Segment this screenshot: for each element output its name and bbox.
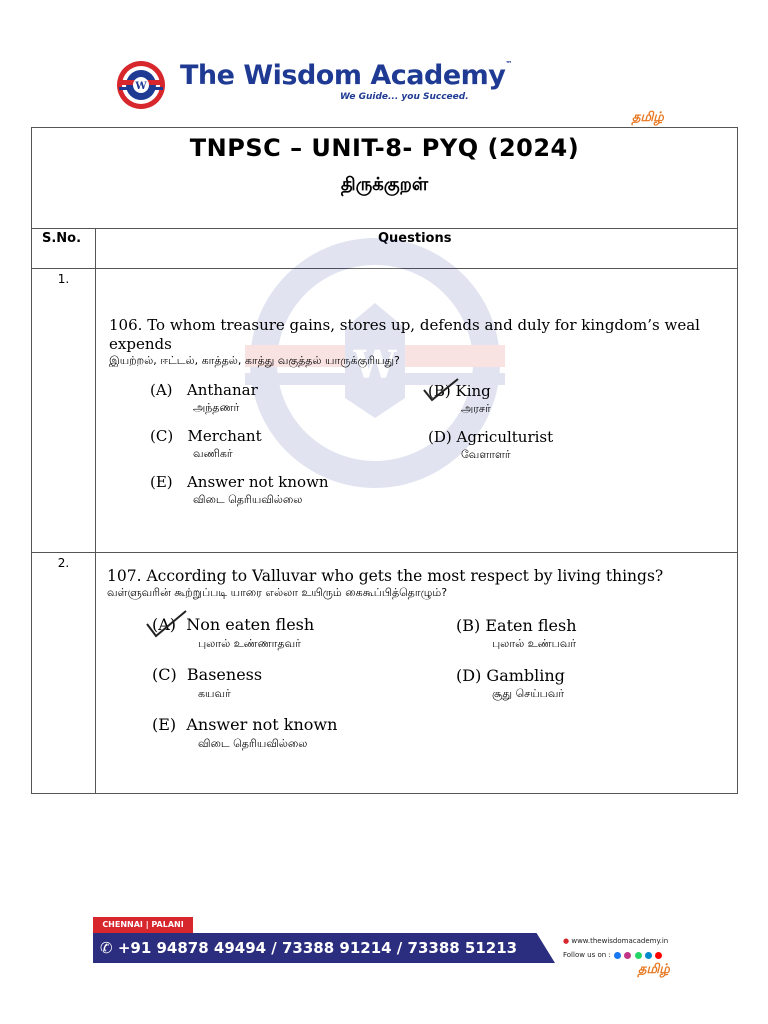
option-d: (D) Gambling <box>456 666 565 685</box>
option-c-tamil: வணிகர் <box>193 447 233 460</box>
facebook-icon[interactable] <box>614 952 621 959</box>
question-106 <box>109 316 719 369</box>
tamil-mark-bottom: தமிழ் <box>638 962 670 977</box>
option-a: (A) Non eaten flesh <box>152 615 315 634</box>
option-a-tamil: அந்தணர் <box>193 401 240 414</box>
question-number: 106. <box>109 316 143 334</box>
page-subtitle: திருக்குறள் <box>340 174 429 195</box>
option-e: (E) Answer not known <box>152 715 338 734</box>
checkmark-icon <box>144 608 190 640</box>
option-a-tamil: புலால் உண்ணாதவர் <box>198 637 301 650</box>
divider <box>32 552 737 553</box>
brand-tagline: We Guide... you Succeed. <box>340 92 469 102</box>
option-b-tamil: புலால் உண்பவர் <box>492 637 577 650</box>
question-text: To whom treasure gains, stores up, defends and duly for kingdom’s weal expends <box>109 316 700 353</box>
option-d-tamil: சூது செய்பவர் <box>492 687 565 700</box>
question-tamil: இயற்றல், ஈட்டல், காத்தல், காத்து வகுத்தல் யாருக்குரியது? <box>109 354 400 367</box>
option-e: (E) Answer not known <box>150 473 329 491</box>
instagram-icon[interactable] <box>624 952 631 959</box>
phone-icon: ✆ <box>100 939 113 957</box>
option-b: (B) King <box>428 382 491 400</box>
sno-1: 1. <box>57 272 70 286</box>
column-header-sno: S.No. <box>42 231 82 246</box>
watermark-letter: W <box>353 342 397 387</box>
logo-letter: W <box>135 81 147 92</box>
footer-location: CHENNAI | PALANI <box>93 917 193 933</box>
option-c-tamil: கயவர் <box>198 687 231 700</box>
question-table <box>31 127 738 794</box>
column-divider <box>95 228 96 794</box>
academy-logo-icon <box>114 60 168 110</box>
option-d-tamil: வேளாளர் <box>461 448 511 461</box>
option-c: (C) Baseness <box>152 665 263 684</box>
option-e-tamil: விடை தெரியவில்லை <box>193 493 303 506</box>
divider <box>32 228 737 229</box>
footer-follow: Follow us on : <box>563 951 662 959</box>
whatsapp-icon[interactable] <box>635 952 642 959</box>
option-b: (B) Eaten flesh <box>456 616 577 635</box>
column-header-questions: Questions <box>378 231 452 246</box>
sno-2: 2. <box>57 556 70 570</box>
footer-phones: ✆ +91 94878 49494 / 73388 91214 / 73388 51213 <box>100 939 518 957</box>
brand-name: The Wisdom Academy™ <box>180 60 512 91</box>
checkmark-icon <box>422 376 462 404</box>
page-title: TNPSC – UNIT-8- PYQ (2024) <box>189 134 580 162</box>
trademark: ™ <box>505 60 512 68</box>
question-107 <box>107 567 727 601</box>
footer-website[interactable]: ● www.thewisdomacademy.in <box>563 937 669 945</box>
option-d: (D) Agriculturist <box>428 428 554 446</box>
option-a: (A) Anthanar <box>150 381 258 399</box>
globe-icon: ● <box>563 937 570 945</box>
option-c: (C) Merchant <box>150 427 262 445</box>
telegram-icon[interactable] <box>645 952 652 959</box>
question-number: 107. <box>107 567 142 585</box>
header <box>108 56 512 112</box>
youtube-icon[interactable] <box>655 952 662 959</box>
tamil-mark-top: தமிழ் <box>632 110 664 125</box>
question-tamil: வள்ளுவரின் கூற்றுப்படி யாரை எல்லா உயிரும் கைகூப்பித்தொழும்? <box>107 586 448 599</box>
question-text: According to Valluvar who gets the most respect by living things? <box>146 567 664 585</box>
option-b-tamil: அரசர் <box>461 402 491 415</box>
option-e-tamil: விடை தெரியவில்லை <box>198 737 308 750</box>
